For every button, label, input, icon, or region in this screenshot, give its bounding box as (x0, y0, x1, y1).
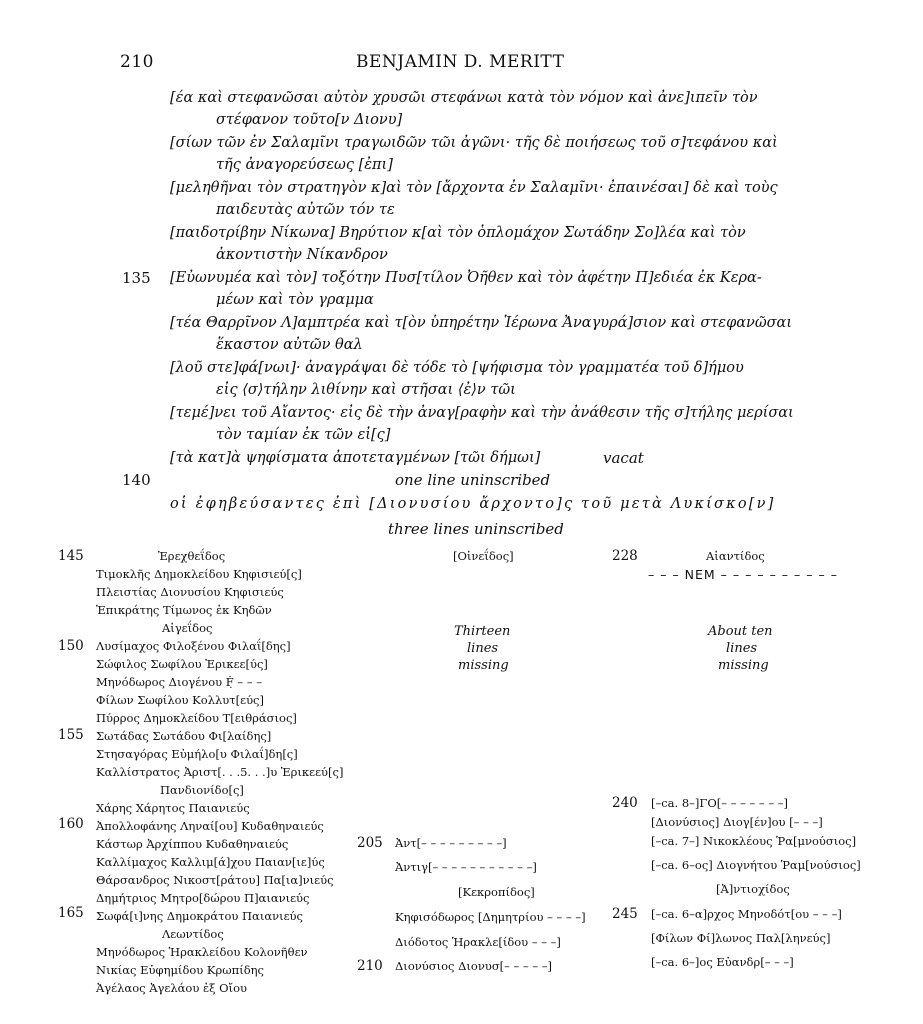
list-item: Νικίας Εὐφημίδου Κρωπίδης (96, 963, 264, 977)
text-line: [Εὐωνυμέα καὶ τὸν] τοξότην Πυσ[τίλον Ὀῆθεν καὶ τὸν ἀφέτην Π]εδιέα ἐκ Κερα- (170, 270, 762, 286)
missing-note: About ten (708, 624, 773, 639)
list-item: [Διονύσιος] Διογ[έν]ου [– – –] (651, 815, 823, 829)
line-number: 205 (357, 835, 383, 851)
text-line: [τὰ κατ]ὰ ψηφίσματα ἀποτεταγμένων [τῶι δήμωι] (170, 450, 541, 466)
line-number: 228 (612, 548, 638, 564)
line-number: 135 (122, 269, 151, 287)
list-item: Διόδοτος Ἡρακλε[ίδου – – –] (395, 935, 561, 949)
running-head: BENJAMIN D. MERITT (356, 52, 565, 72)
list-item: [–ca. 6–α]ρχος Μηνοδότ[ου – – –] (651, 907, 842, 921)
tribe-heading: Πανδιονίδο[ς] (160, 783, 244, 797)
list-item: Κάστωρ Ἀρχίππου Κυδαθηναιεύς (96, 837, 289, 851)
page-number: 210 (120, 52, 154, 72)
list-item: Διονύσιος Διονυσ[– – – – –] (395, 959, 553, 973)
list-item: Σωφά[ι]νης Δημοκράτου Παιανιεύς (96, 909, 303, 923)
line-number: 145 (58, 548, 84, 564)
tribe-heading: Ἐρεχθεΐδος (158, 549, 226, 563)
list-item: Λυσίμαχος Φιλοξένου Φιλαΐ[δης] (96, 639, 291, 653)
text-line: [έα καὶ στεφανῶσαι αὐτὸν χρυσῶι στεφάνωι κατὰ τὸν νόμον καὶ ἀνε]ιπεῖν τὸν (170, 90, 758, 106)
list-item: Ἀπολλοφάνης Ληναί[ου] Κυδαθηναιεύς (96, 819, 324, 833)
uninscribed-note: three lines uninscribed (388, 520, 564, 538)
list-item: Στησαγόρας Εὐμήλο[υ Φιλαΐ]δη[ς] (96, 747, 298, 761)
tribe-heading: Αἰαντίδος (706, 549, 765, 563)
vacat-note: vacat (603, 449, 644, 467)
line-number: 155 (58, 727, 84, 743)
list-item: Πλειστίας Διονυσίου Κηφισιεύς (96, 585, 284, 599)
text-line: εἰς ⟨σ⟩τήλην λιθίνην καὶ στῆσαι ⟨ἐ⟩ν τῶι (216, 382, 516, 398)
ephebes-heading: οἱ ἐφηβεύσαντες ἐπὶ [Διονυσίου ἄρχοντο]ς τοῦ μετὰ Λυκίσκο[ν] (170, 496, 776, 512)
line-number: 165 (58, 905, 84, 921)
list-item: Μηνόδωρος Ἡρακλείδου Κολονῆθεν (96, 945, 308, 959)
missing-note: Thirteen (454, 624, 511, 639)
missing-note: missing (718, 658, 769, 673)
line-number: 160 (58, 816, 84, 832)
list-item: Ἀντιγ[– – – – – – – – – – –] (395, 860, 537, 874)
text-line: ἀκοντιστὴν Νίκανδρον (216, 247, 388, 263)
text-line: παιδευτὰς αὐτῶν τόν τε (216, 202, 395, 218)
text-line: τῆς ἀναγορεύσεως [ἐπι] (216, 157, 393, 173)
list-item: Σωτάδας Σωτάδου Φι[λαίδης] (96, 729, 272, 743)
list-item: Ἀγέλαος Ἀγελάου ἐξ Οἴου (96, 981, 247, 995)
list-item: Θάρσανδρος Νικοστ[ράτου] Πα[ια]νιεύς (96, 873, 334, 887)
missing-note: lines (726, 641, 758, 656)
fragment-line: – – – ΝΕΜ – – – – – – – – – – (648, 567, 838, 582)
text-line: τὸν ταμίαν ἐκ τῶν εἰ[ς] (216, 427, 391, 443)
list-item: Ἐπικράτης Τίμωνος ἐκ Κηδῶν (96, 603, 272, 617)
tribe-heading: [Οἰνεΐδος] (453, 549, 514, 563)
list-item: [Φίλων Φί]λωνος Παλ[ληνεύς] (651, 931, 831, 945)
list-item: [–ca. 6–]ος Εὐανδρ[– – –] (651, 955, 794, 969)
missing-note: lines (467, 641, 499, 656)
text-line: [σίων τῶν ἐν Σαλαμῖνι τραγωιδῶν τῶι ἀγῶνι· τῆς δὲ ποιήσεως τοῦ σ]τεφάνου καὶ (170, 135, 778, 151)
list-item: Πύρρος Δημοκλείδου Τ[ειθράσιος] (96, 711, 297, 725)
list-item: Μηνόδωρος Διογένου Ḟ̣ – – – (96, 675, 262, 689)
list-item: [–ca. 6–ος] Διογνήτου Ῥαμ[νούσιος] (651, 858, 861, 872)
list-item: Φίλων Σωφίλου Κολλυτ[εύς] (96, 693, 264, 707)
tribe-heading: [Κεκροπίδος] (458, 885, 535, 899)
text-line: ἕκαστον αὐτῶν θαλ (216, 337, 363, 353)
list-item: Τιμοκλῆς Δημοκλείδου Κηφισιεύ[ς] (96, 567, 302, 581)
line-number: 245 (612, 906, 638, 922)
tribe-heading: [Ἀ]ντιοχίδος (716, 882, 790, 896)
list-item: Καλλίμαχος Καλλιμ[ά]χου Παιαν[ιε]ύς (96, 855, 325, 869)
text-line: [λοῦ στε]φά[νωι]· ἀναγράψαι δὲ τόδε τὸ [ψήφισμα τὸν γραμματέα τοῦ δ]ήμου (170, 360, 744, 376)
missing-note: missing (458, 658, 509, 673)
text-line: μέων καὶ τὸν γραμμα (216, 292, 374, 308)
line-number: 140 (122, 471, 151, 489)
line-number: 210 (357, 958, 383, 974)
tribe-heading: Αἰγεΐδος (162, 621, 213, 635)
uninscribed-note: one line uninscribed (395, 471, 551, 489)
list-item: Σώφιλος Σωφίλου Ἐρικεε[ύς] (96, 657, 268, 671)
text-line: [μεληθῆναι τὸν στρατηγὸν κ]αὶ τὸν [ἄρχοντα ἐν Σαλαμῖνι· ἐπαινέσαι] δὲ καὶ τοὺς (170, 180, 778, 196)
line-number: 150 (58, 638, 84, 654)
list-item: Ἀντ[– – – – – – – – –] (395, 836, 507, 850)
text-line: [τεμέ]νει τοῦ Αἴαντος· εἰς δὲ τὴν ἀναγ[ραφὴν καὶ τὴν ἀνάθεσιν τῆς σ]τήλης μερίσαι (170, 405, 794, 421)
list-item: Δημήτριος Μητρο[δώρου Π]αιανιεύς (96, 891, 310, 905)
text-line: [παιδοτρίβην Νίκωνα] Βηρύτιον κ[αὶ τὸν ὁπλομάχον Σωτάδην Σο]λέα καὶ τὸν (170, 225, 746, 241)
tribe-heading: Λεωντίδος (162, 927, 224, 941)
list-item: Χάρης Χάρητος Παιανιεύς (96, 801, 250, 815)
list-item: [–ca. 8–]ΓΟ[– – – – – – –] (651, 796, 788, 810)
list-item: [–ca. 7–] Νικοκλέους Ῥα[μνούσιος] (651, 834, 857, 848)
list-item: Καλλίστρατος Ἀριστ[. . .5. . .]υ Ἐρικεεύ[ς] (96, 765, 344, 779)
text-line: στέφανον τοῦτο[ν Διονυ] (216, 112, 403, 128)
list-item: Κηφισόδωρος [Δημητρίου – – – –] (395, 910, 586, 924)
text-line: [τέα Θαρρῖνον Λ]αμπτρέα καὶ τ[ὸν ὑπηρέτην Ἱέρωνα Ἀναγυρά]σιον καὶ στεφανῶσαι (170, 315, 793, 331)
line-number: 240 (612, 795, 638, 811)
